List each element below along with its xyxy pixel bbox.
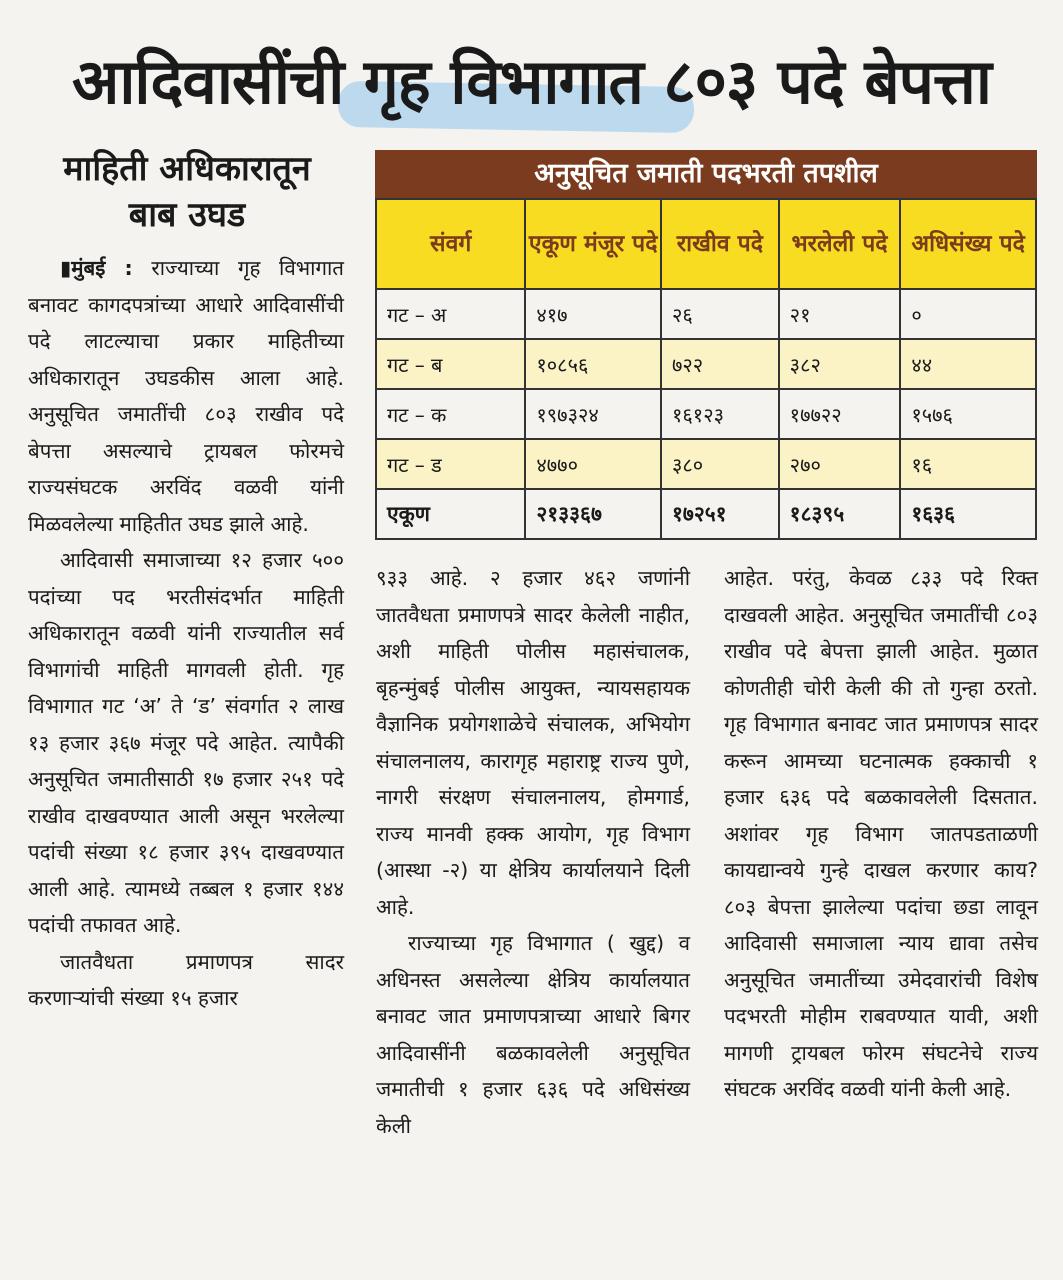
table-cell: १७२५१ — [661, 489, 779, 539]
article-column-3 — [724, 560, 1038, 1108]
table-header-row — [376, 199, 1036, 289]
table-row — [376, 389, 1036, 439]
table-cell: ४१७ — [525, 289, 661, 339]
table-cell: गट – अ — [376, 289, 525, 339]
table-cell: २१ — [779, 289, 901, 339]
header-total-sanctioned: एकूण मंजूर पदे — [525, 199, 661, 289]
table-cell: २६ — [661, 289, 779, 339]
table-row — [376, 339, 1036, 389]
table-cell: १६१२३ — [661, 389, 779, 439]
paragraph-5: राज्याच्या गृह विभागात ( खुद्द) व अधिनस्त असलेल्या क्षेत्रिय कार्यालयात बनावट जात प्रमाणपत्राच्या आधारे बिगर आदिवासींनी बळकावलेली अनुसूचित जमातीची १ हजार ६३६ पदे अधिसंख्य केली — [376, 931, 690, 1138]
table-cell: ४७७० — [525, 439, 661, 489]
headline: आदिवासींची गृह विभागात ८०३ पदे बेपत्ता — [72, 45, 991, 118]
recruitment-table — [375, 150, 1037, 540]
subheadline-line-2: बाब उघड — [128, 195, 246, 235]
paragraph-2: आदिवासी समाजाच्या १२ हजार ५०० पदांच्या पद भरतीसंदर्भात माहिती अधिकारातून वळवी यांनी राज्यातील सर्व विभागांची माहिती मागवली होती. गृह विभागात गट ‘अ’ ते ‘ड’ संवर्गात २ लाख १३ हजार ३६७ मंजूर पदे आहेत. त्यापैकी अनुसूचित जमातीसाठी १७ हजार २५१ पदे राखीव दाखवण्यात आली असून भरलेल्या पदांची संख्या १८ हजार ३९५ दाखवण्यात आली आहे. त्यामध्ये तब्बल १ हजार १४४ पदांची तफावत आहे. — [28, 548, 344, 937]
table-cell: २१३३६७ — [525, 489, 661, 539]
header-cadre: संवर्ग — [376, 199, 525, 289]
table-cell: १७७२२ — [779, 389, 901, 439]
table-title: अनुसूचित जमाती पदभरती तपशील — [375, 150, 1037, 198]
table-cell: १०८५६ — [525, 339, 661, 389]
subheadline-line-1: माहिती अधिकारातून — [63, 149, 311, 189]
table-cell: एकूण — [376, 489, 525, 539]
data-table — [375, 198, 1037, 540]
table-cell: ७२२ — [661, 339, 779, 389]
table-cell: १५७६ — [900, 389, 1036, 439]
table-cell: गट – क — [376, 389, 525, 439]
article-column-1 — [28, 250, 344, 1017]
paragraph-4: ९३३ आहे. २ हजार ४६२ जणांनी जातवैधता प्रमाणपत्रे सादर केलेली नाहीत, अशी माहिती पोलीस महासंचालक, बृहन्मुंबई पोलीस आयुक्त, न्यायसहायक वैज्ञानिक प्रयोगशाळेचे संचालक, अभियोग संचालनालय, कारागृह महाराष्ट्र राज्य पुणे, नागरी संरक्षण संचालनालय, होमगार्ड, राज्य मानवी हक्क आयोग, गृह विभाग (आस्था -२) या क्षेत्रिय कार्यालयाने दिली आहे. — [376, 566, 690, 919]
table-row — [376, 289, 1036, 339]
table-cell: १६३६ — [900, 489, 1036, 539]
paragraph-1-text: राज्याच्या गृह विभागात बनावट कागदपत्रांच्या आधारे आदिवासींची पदे लाटल्याचा प्रकार माहितीच्या अधिकारातून उघडकीस आला आहे. अनुसूचित जमातींची ८०३ राखीव पदे बेपत्ता असल्याचे ट्रायबल फोरमचे राज्यसंघटक अरविंद वळवी यांनी मिळवलेल्या माहितीत उघड झाले आहे. — [28, 256, 344, 536]
table-cell: गट – ब — [376, 339, 525, 389]
table-cell: १८३९५ — [779, 489, 901, 539]
header-reserved: राखीव पदे — [661, 199, 779, 289]
table-cell: २७० — [779, 439, 901, 489]
article-column-2 — [376, 560, 690, 1144]
table-cell: १९७३२४ — [525, 389, 661, 439]
paragraph-3: जातवैधता प्रमाणपत्र सादर करणाऱ्यांची संख्या १५ हजार — [28, 949, 344, 1010]
table-total-row — [376, 489, 1036, 539]
table-cell: ० — [900, 289, 1036, 339]
header-filled: भरलेली पदे — [779, 199, 901, 289]
table-cell: ३८२ — [779, 339, 901, 389]
paragraph-6: आहेत. परंतु, केवळ ८३३ पदे रिक्त दाखवली आहेत. अनुसूचित जमातींची ८०३ राखीव पदे बेपत्ता झाली आहेत. मुळात कोणतीही चोरी केली की तो गुन्हा ठरतो. गृह विभागात बनावट जात प्रमाणपत्र सादर करून आमच्या घटनात्मक हक्काची १ हजार ६३६ पदे बळकावलेली दिसतात. अशांवर गृह विभाग जातपडताळणी कायद्यान्वये गुन्हे दाखल करणार काय? ८०३ बेपत्ता झालेल्या पदांचा छडा लावून आदिवासी समाजाला न्याय द्यावा तसेच अनुसूचित जमातींच्या उमेदवारांची विशेष पदभरती मोहीम राबवण्यात यावी, अशी मागणी ट्रायबल फोरम संघटनेचे राज्य संघटक अरविंद वळवी यांनी केली आहे. — [724, 566, 1038, 1101]
paragraph-1 — [28, 250, 344, 542]
subheadline — [22, 146, 352, 238]
header-supernumerary: अधिसंख्य पदे — [900, 199, 1036, 289]
table-cell: गट – ड — [376, 439, 525, 489]
table-cell: ३८० — [661, 439, 779, 489]
dateline: ▮मुंबई : — [60, 256, 133, 280]
table-cell: १६ — [900, 439, 1036, 489]
table-row — [376, 439, 1036, 489]
table-cell: ४४ — [900, 339, 1036, 389]
